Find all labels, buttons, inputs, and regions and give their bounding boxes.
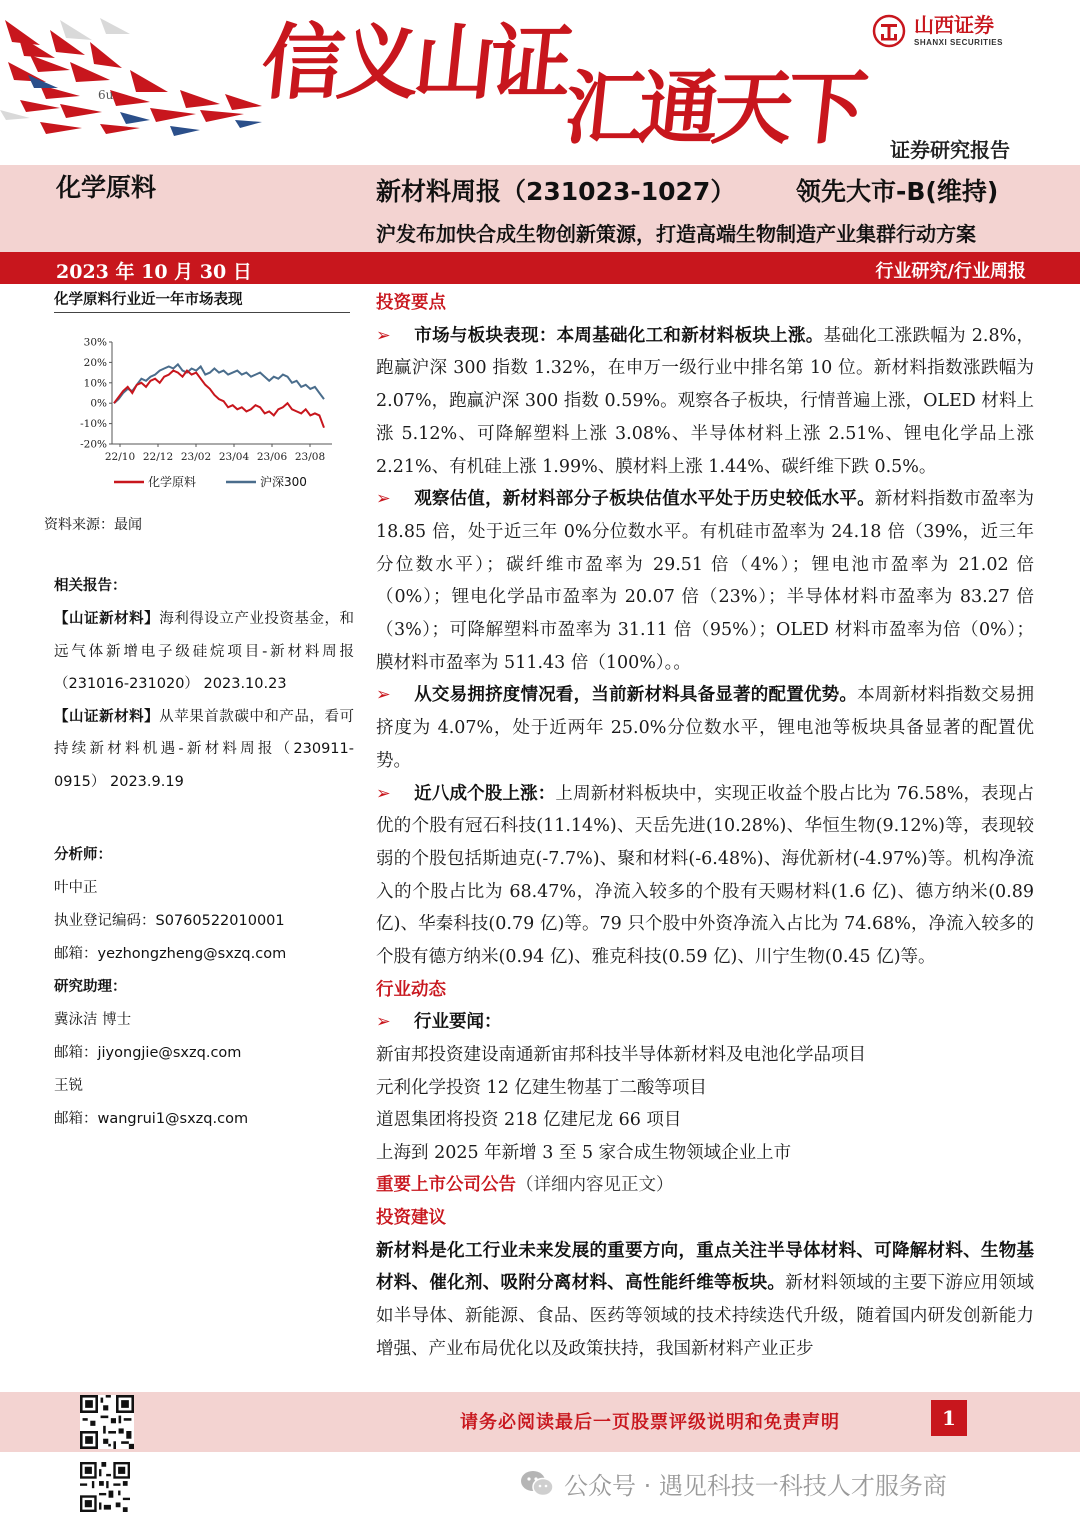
highlight-item [376,679,1034,777]
brand-name-cn: 山西证券 [914,13,994,37]
main-content [376,287,1034,1365]
qr-code-icon[interactable] [80,1395,134,1449]
highlight-text: 新材料指数市盈率为 18.85 倍，处于近三年 0%分位数水平。有机硅市盈率为 24.18 倍（39%，近三年分位数水平）；碳纤维市盈率为 29.51 倍（4%）；锂电池市盈率为 21.02 倍（0%）；锂电化学品市盈率为 20.07 倍（23%）；半导体材料市盈率为 83.27 倍（3%）；可降解塑料市盈率为 31.11 倍（95%）；OLED 材料市盈率为倍（0%）；膜材料市盈率为 511.43 倍（100%）。。 [376,489,1035,673]
report-type: 证券研究报告 [890,138,1010,162]
banner [0,0,1080,165]
section-company-announcements [376,1169,1034,1202]
related-report-item[interactable] [54,603,354,701]
announcement-head: 重要上市公司公告 [376,1175,516,1196]
wechat-text: 公众号 · 遇见科技一科技人才服务商 [564,1472,947,1500]
rating: 领先大市-B(维持) [796,177,999,206]
legend-label: 沪深300 [260,475,307,489]
slogan-part1: 信义山证 [256,15,572,111]
disclaimer: 请务必阅读最后一页股票评级说明和免责声明 [460,1412,840,1433]
arrow-bullet-icon: ➢ [376,685,391,706]
bird-flock-graphic [0,0,280,165]
industry-label: 化学原料 [56,173,157,202]
highlight-text: 上周新材料板块中，实现正收益个股占比为 76.58%，表现占优的个股有冠石科技(11.14%)、天岳先进(10.28%)、华恒生物(9.12%)等，表现较弱的个股包括斯迪克(-7.7%)、聚和材料(-6.48%)、海优新材(-4.97%)等。机构净流入的个股占比为 68.47%，净流入较多的个股有天赐材料(1.6 亿)、德方纳米(0.89 亿)、华秦科技(0.79 亿)等。79 只个股中外资净流入占比为 74.68%，净流入较多的个股有德方纳米(0.94 亿)、雅克科技(0.59 亿)、川宁生物(0.45 亿)等。 [376,783,1034,968]
chart-source: 资料来源：最闻 [44,517,142,533]
shanxi-securities-logo-icon [872,14,906,48]
assistant2-email[interactable]: 邮箱：wangrui1@sxzq.com [54,1111,249,1127]
highlight-item [376,483,1034,679]
chart-title: 化学原料行业近一年市场表现 [54,288,350,313]
page-number: 1 [931,1400,967,1436]
highlight-lead: 市场与板块表现：本周基础化工和新材料板块上涨。 [414,325,824,346]
news-item: 元利化学投资 12 亿建生物基丁二酸等项目 [376,1077,707,1098]
analyst-name: 叶中正 [54,880,98,896]
related-report-item[interactable] [54,701,354,799]
x-tick-label: 22/10 [104,451,136,463]
news-item: 道恩集团将投资 218 亿建尼龙 66 项目 [376,1110,682,1131]
wechat-icon [520,1470,554,1498]
advice-lead: 新材料是化工行业未来发展的重要方向，重点关注半导体材料、可降解材料、生物基材料、催化剂、吸附分离材料、高性能纤维等板块。 [376,1240,1034,1294]
assistant-head: 研究助理： [54,979,127,995]
x-tick-label: 23/06 [256,451,288,463]
series-line [114,371,324,428]
news-item: 新宙邦投资建设南通新宙邦科技半导体新材料及电池化学品项目 [376,1045,866,1066]
related-report-text: 海利得设立产业投资基金，和远气体新增电子级硅烷项目-新材料周报（231016-231020） 2023.10.23 [54,611,355,692]
news-lead-line [376,1006,1034,1039]
x-tick-label: 23/08 [294,451,326,463]
news-item: 上海到 2025 年新增 3 至 5 家合成生物领域企业上市 [376,1142,792,1163]
x-tick-label: 23/04 [218,451,250,463]
arrow-bullet-icon: ➢ [376,489,391,510]
wechat-watermark [520,1466,947,1501]
y-tick-label: -20% [80,438,107,451]
y-tick-label: 10% [83,377,107,390]
highlight-item [376,320,1034,484]
highlight-text: 本周新材料指数交易拥挤度为 4.07%，处于近两年 25.0%分位数水平，锂电池等板块具备显著的配置优势。 [376,685,1035,771]
x-tick-label: 23/02 [180,451,212,463]
announcement-note: （详细内容见正文） [516,1175,674,1196]
qr-code-icon[interactable] [80,1462,130,1512]
arrow-bullet-icon: ➢ [376,783,391,804]
assistant1-name: 冀泳洁 博士 [54,1012,132,1028]
analyst-email[interactable]: 邮箱：yezhongzheng@sxzq.com [54,946,287,962]
related-reports [54,570,354,798]
highlight-item [376,778,1034,974]
arrow-bullet-icon: ➢ [376,1012,391,1033]
report-category: 行业研究/行业周报 [875,261,1026,282]
highlight-lead: 近八成个股上涨： [414,783,556,804]
arrow-bullet-icon: ➢ [376,325,391,346]
report-subtitle: 沪发布加快合成生物创新策源，打造高端生物制造产业集群行动方案 [376,222,976,246]
assistant1-email[interactable]: 邮箱：jiyongjie@sxzq.com [54,1045,242,1061]
brand-name-en: SHANXI SECURITIES [914,38,1003,47]
news-lead: 行业要闻： [414,1012,502,1033]
advice-text: 新材料领域的主要下游应用领域如半导体、新能源、食品、医药等领域的技术持续迭代升级，随着国内研发创新能力增强、产业布局优化以及政策扶持，我国新材料产业正步 [376,1273,1035,1359]
y-tick-label: 30% [83,336,107,349]
analyst-head: 分析师： [54,847,112,863]
brand [872,14,1003,48]
report-date: 2023 年 10 月 30 日 [56,261,252,283]
section-investment-highlights: 投资要点 [376,293,446,313]
market-performance-chart [64,326,334,496]
y-tick-label: 0% [90,397,107,410]
y-tick-label: -10% [80,418,107,431]
related-report-text: 从苹果首款碳中和产品，看可持续新材料机遇-新材料周报（230911-0915） 2023.9.19 [54,708,355,790]
advice-paragraph [376,1235,1034,1366]
slogan-part2: 汇通天下 [560,61,866,155]
report-title: 新材料周报（231023-1027） [376,177,736,206]
x-tick-label: 22/12 [142,451,174,463]
highlight-lead: 从交易拥挤度情况看，当前新材料具备显著的配置优势。 [414,685,858,706]
highlight-text: 基础化工涨跌幅为 2.8%，跑赢沪深 300 指数 1.32%，在申万一级行业中排名第 10 位。新材料指数涨跌幅为 2.07%，跑赢沪深 300 指数 0.59%。观察各子板块，行情普遍上涨，OLED 材料上涨 5.12%、可降解塑料上涨 3.08%、半导体材料上涨 2.51%、锂电化学品上涨 2.21%、有机硅上涨 1.99%、膜材料上涨 1.44%、碳纤维下跌 0.5%。 [376,325,1035,477]
section-industry-news: 行业动态 [376,979,446,1000]
analyst-license: 执业登记编码：S0760522010001 [54,913,285,929]
assistant2-name: 王锐 [54,1078,83,1094]
related-report-tag: 【山证新材料】 [54,708,160,725]
analyst-info [54,839,354,1136]
related-report-tag: 【山证新材料】 [54,611,160,627]
banner-mark: 6u [98,88,114,102]
related-head: 相关报告： [54,578,127,594]
legend-label: 化学原料 [148,475,197,489]
y-tick-label: 20% [83,356,107,369]
section-investment-advice: 投资建议 [376,1207,446,1228]
series-line [114,364,324,403]
highlight-lead: 观察估值，新材料部分子板块估值水平处于历史较低水平。 [414,489,875,510]
